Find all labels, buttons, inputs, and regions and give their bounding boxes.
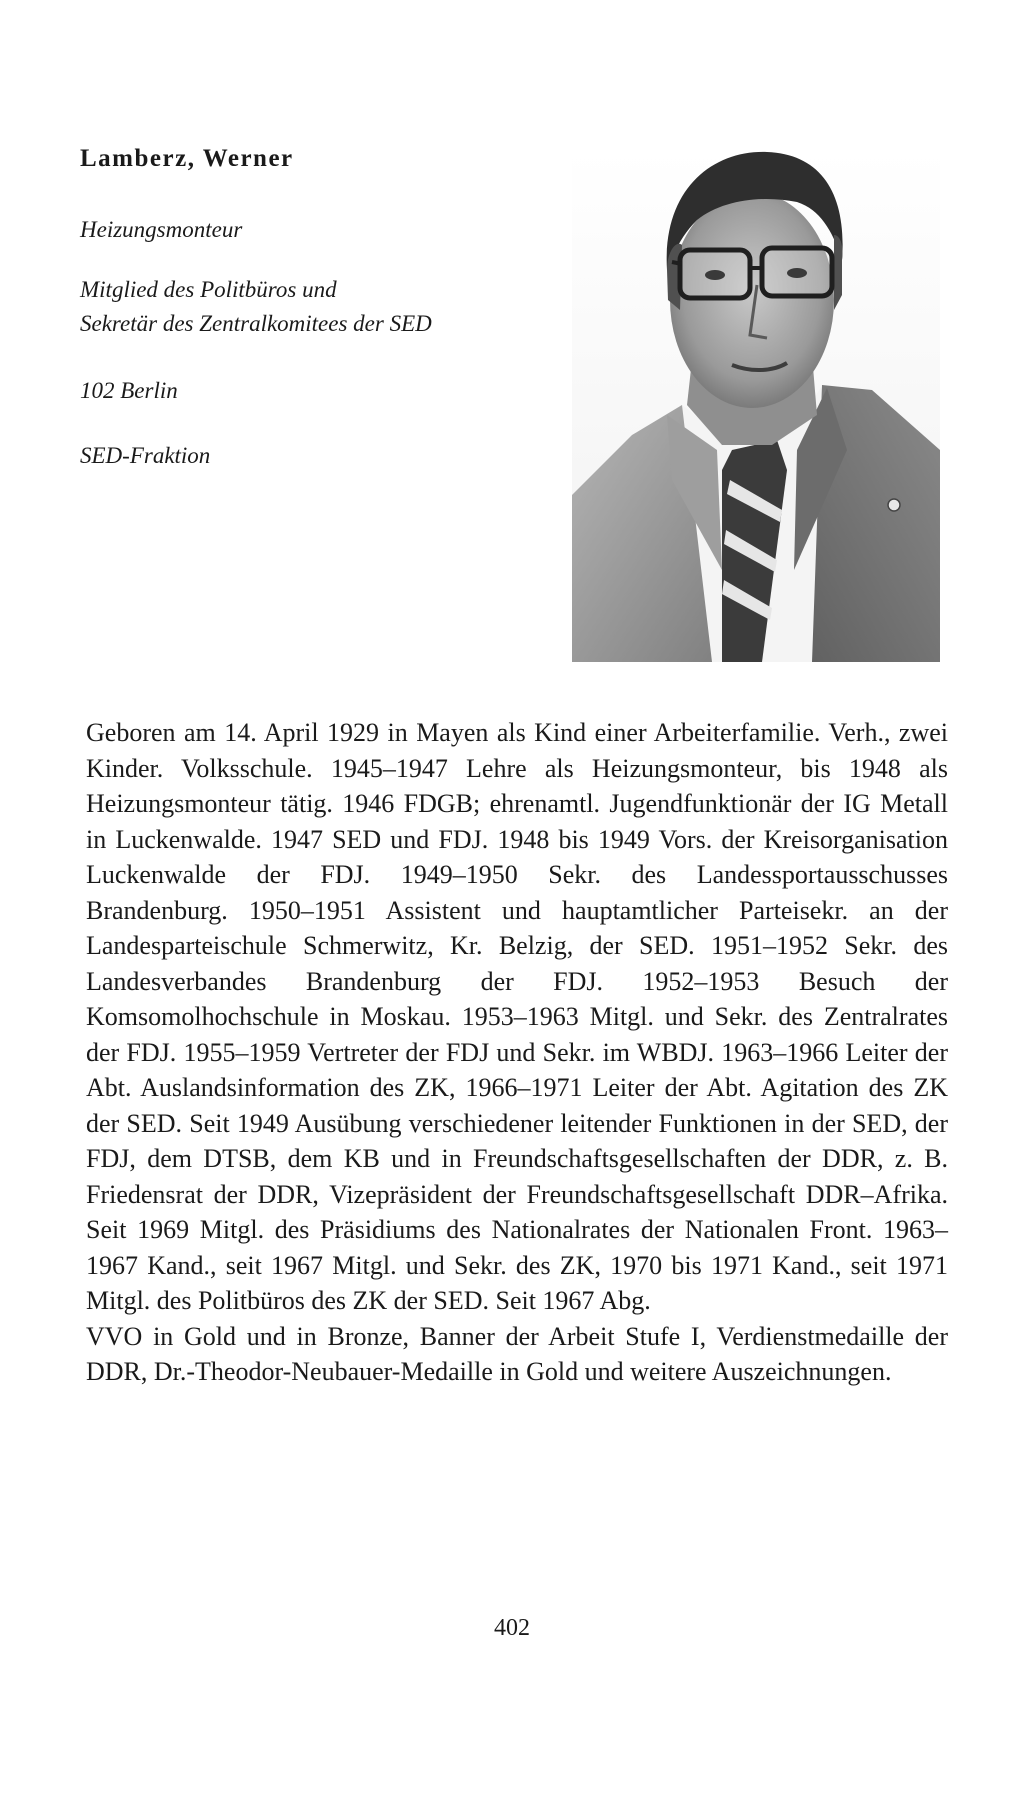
page-number: 402	[494, 1615, 530, 1641]
biography-paragraph: Geboren am 14. April 1929 in Mayen als Kind einer Arbeiterfamilie. Verh., zwei Kinder. Volksschule. 1945–1947 Lehre als Heizungsmonteur, bis 1948 als Heizungsmonteur tätig. 1946 FDGB; ehrenamtl. Jugendfunktionär der IG Metall in Luckenwalde. 1947 SED und FDJ. 1948 bis 1949 Vors. der Kreisorganisation Luckenwalde der FDJ. 1949–1950 Sekr. des Landessportausschusses Brandenburg. 1950–1951 Assistent und hauptamtlicher Parteisekr. an der Landesparteischule Schmerwitz, Kr. Belzig, der SED. 1951–1952 Sekr. des Landesverbandes Brandenburg der FDJ. 1952–1953 Besuch der Komsomolhochschule in Moskau. 1953–1963 Mitgl. und Sekr. des Zentralrates der FDJ. 1955–1959 Vertreter der FDJ und Sekr. im WBDJ. 1963–1966 Leiter der Abt. Auslandsinformation des ZK, 1966–1971 Leiter der Abt. Agitation des ZK der SED. Seit 1949 Ausübung verschiedener leitender Funktionen in der SED, der FDJ, dem DTSB, dem KB und in Freundschaftsgesellschaften der DDR, z. B. Friedensrat der DDR, Vizepräsident der Freundschaftsgesellschaft DDR–Afrika. Seit 1969 Mitgl. des Präsidiums des Nationalrates der Nationalen Front. 1963–1967 Kand., seit 1967 Mitgl. und Sekr. des ZK, 1970 bis 1971 Kand., seit 1971 Mitgl. des Politbüros des ZK der SED. Seit 1967 Abg.	[86, 718, 948, 1315]
function-line-1: Mitglied des Politbüros und	[80, 277, 337, 302]
person-function	[80, 273, 432, 341]
person-faction: SED-Fraktion	[80, 443, 211, 468]
biography-text	[86, 715, 948, 1390]
person-location: 102 Berlin	[80, 378, 178, 403]
awards-paragraph: VVO in Gold und in Bronze, Banner der Arbeit Stufe I, Verdienstmedaille der DDR, Dr.-Theodor-Neubauer-Medaille in Gold und weitere Auszeichnungen.	[86, 1321, 948, 1386]
person-occupation: Heizungsmonteur	[80, 217, 243, 242]
function-line-2: Sekretär des Zentralkomitees der SED	[80, 311, 432, 336]
portrait-photo	[572, 150, 940, 662]
person-name: Lamberz, Werner	[80, 145, 294, 172]
